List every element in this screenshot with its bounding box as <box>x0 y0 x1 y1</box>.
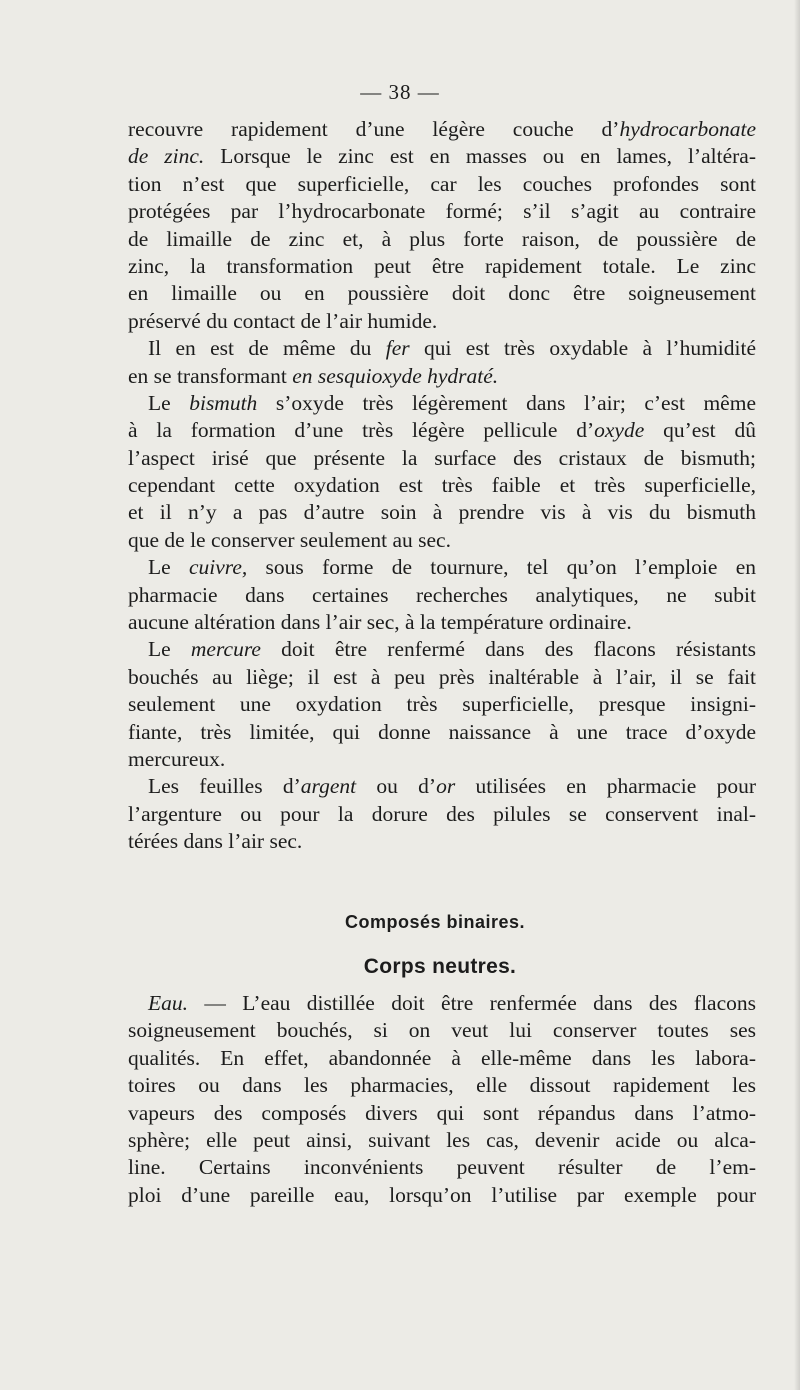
text-run: seulement une oxydation très superficielle, presque insigni- <box>128 692 756 717</box>
text-run: aucune altération dans l’air sec, à la température ordinaire. <box>128 610 632 635</box>
text-run: en limaille ou en poussière doit donc être soigneusement <box>128 281 756 306</box>
italic-term: oxyde <box>594 418 645 443</box>
italic-term: bismuth <box>189 390 258 415</box>
text-run: pharmacie dans certaines recherches analytiques, ne subit <box>128 582 756 607</box>
text-line <box>128 1072 756 1099</box>
text-run: mercureux. <box>128 746 226 771</box>
text-run: térées dans l’air sec. <box>128 829 303 854</box>
text-line <box>128 1017 756 1044</box>
text-line <box>128 499 756 526</box>
italic-term: Eau. <box>148 991 189 1015</box>
text-run: qui est très oxydable à l’humidité <box>409 336 756 361</box>
text-run: ploi d’une pareille eau, lorsqu’on l’utilise par exemple pour <box>128 1182 756 1207</box>
text-line <box>128 171 756 198</box>
text-line <box>128 198 756 225</box>
text-line <box>128 445 756 472</box>
text-line <box>128 527 756 554</box>
text-run: s’oxyde très légèrement dans l’air; c’est même <box>257 390 756 415</box>
text-run: doit être renfermé dans des flacons résistants <box>260 637 756 662</box>
text-line <box>128 554 756 581</box>
text-run: Il en est de même du <box>148 336 386 361</box>
text-run: Le <box>148 637 191 662</box>
text-run: sous forme de tournure, tel qu’on l’emploie en <box>247 555 756 580</box>
subsection-heading: Corps neutres. <box>363 955 517 978</box>
text-run: que de le conserver seulement au sec. <box>128 527 451 552</box>
italic-term: de zinc. <box>128 144 205 169</box>
text-line <box>128 746 756 773</box>
text-line <box>128 472 756 499</box>
text-run: Le <box>148 390 190 415</box>
text-line <box>128 280 756 307</box>
text-run: qu’est dû <box>644 418 756 443</box>
text-run: Le <box>148 555 189 580</box>
text-run: toires ou dans les pharmacies, elle dissout rapidement les <box>128 1073 756 1098</box>
italic-term: en sesquioxyde hydraté. <box>292 363 499 388</box>
text-run: en se transformant <box>128 363 293 388</box>
text-line <box>128 1182 756 1209</box>
italic-term: mercure <box>190 637 261 662</box>
text-line <box>128 226 756 253</box>
text-run: tion n’est que superficielle, car les couches profondes sont <box>128 171 756 196</box>
italic-term: or <box>436 774 456 799</box>
text-run: recouvre rapidement d’une légère couche d’ <box>128 117 620 141</box>
text-run: bouchés au liège; il est à peu près inaltérable à l’air, il se fait <box>128 664 756 689</box>
text-run: zinc, la transformation peut être rapidement totale. Le zinc <box>128 253 756 278</box>
text-line <box>128 390 756 417</box>
section-heading: Composés binaires. <box>344 912 526 932</box>
text-line <box>128 664 756 691</box>
text-line <box>128 719 756 746</box>
text-run: fiante, très limitée, qui donne naissance à une trace d’oxyde <box>128 719 756 744</box>
text-run: l’argenture ou pour la dorure des pilules se conservent inal- <box>128 801 756 826</box>
text-line <box>128 1154 756 1181</box>
text-run: préservé du contact de l’air humide. <box>128 308 438 333</box>
text-line <box>128 116 756 143</box>
text-line <box>128 363 756 390</box>
text-line <box>128 308 756 335</box>
page-edge-shadow <box>794 0 800 1390</box>
text-line <box>128 253 756 280</box>
text-line <box>128 417 756 444</box>
italic-term: cuivre, <box>188 555 248 580</box>
text-line <box>128 691 756 718</box>
text-run: cependant cette oxydation est très faible et très superficielle, <box>128 473 756 498</box>
text-line <box>128 636 756 663</box>
body-text-block-2 <box>128 990 756 1209</box>
text-line <box>128 801 756 828</box>
page-number: — 38 — <box>360 80 440 104</box>
text-run: Lorsque le zinc est en masses ou en lames, l’altéra- <box>204 144 756 169</box>
text-run: — L’eau distillée doit être renfermée dans des flacons <box>188 991 756 1015</box>
text-run: line. Certains inconvénients peuvent résulter de l’em- <box>128 1155 756 1180</box>
text-run: et il n’y a pas d’autre soin à prendre vis à vis du bismuth <box>128 500 756 525</box>
text-line <box>128 1127 756 1154</box>
italic-term: hydrocarbonate <box>619 117 756 141</box>
text-run: protégées par l’hydrocarbonate formé; s’il s’agit au contraire <box>128 199 756 224</box>
italic-term: fer <box>385 336 410 361</box>
text-run: de limaille de zinc et, à plus forte raison, de poussière de <box>128 226 756 251</box>
text-line <box>128 1100 756 1127</box>
text-line <box>128 143 756 170</box>
text-run: sphère; elle peut ainsi, suivant les cas, devenir acide ou alca- <box>128 1127 756 1152</box>
text-run: ou d’ <box>356 774 437 799</box>
text-line <box>128 773 756 800</box>
text-run: soigneusement bouchés, si on veut lui conserver toutes ses <box>128 1018 756 1043</box>
text-run: Les feuilles d’ <box>148 774 301 799</box>
text-run: vapeurs des composés divers qui sont répandus dans l’atmo- <box>128 1100 756 1125</box>
text-line <box>128 609 756 636</box>
text-run: utilisées en pharmacie pour <box>455 774 756 799</box>
text-line <box>128 828 756 855</box>
text-line <box>128 1045 756 1072</box>
italic-term: argent <box>300 774 357 799</box>
text-line <box>128 582 756 609</box>
text-run: qualités. En effet, abandonnée à elle-même dans les labora- <box>128 1045 756 1070</box>
text-line <box>128 990 756 1017</box>
text-run: l’aspect irisé que présente la surface des cristaux de bismuth; <box>128 445 756 470</box>
text-line <box>128 335 756 362</box>
text-run: à la formation d’une très légère pellicule d’ <box>128 418 595 443</box>
body-text-block <box>128 116 756 856</box>
